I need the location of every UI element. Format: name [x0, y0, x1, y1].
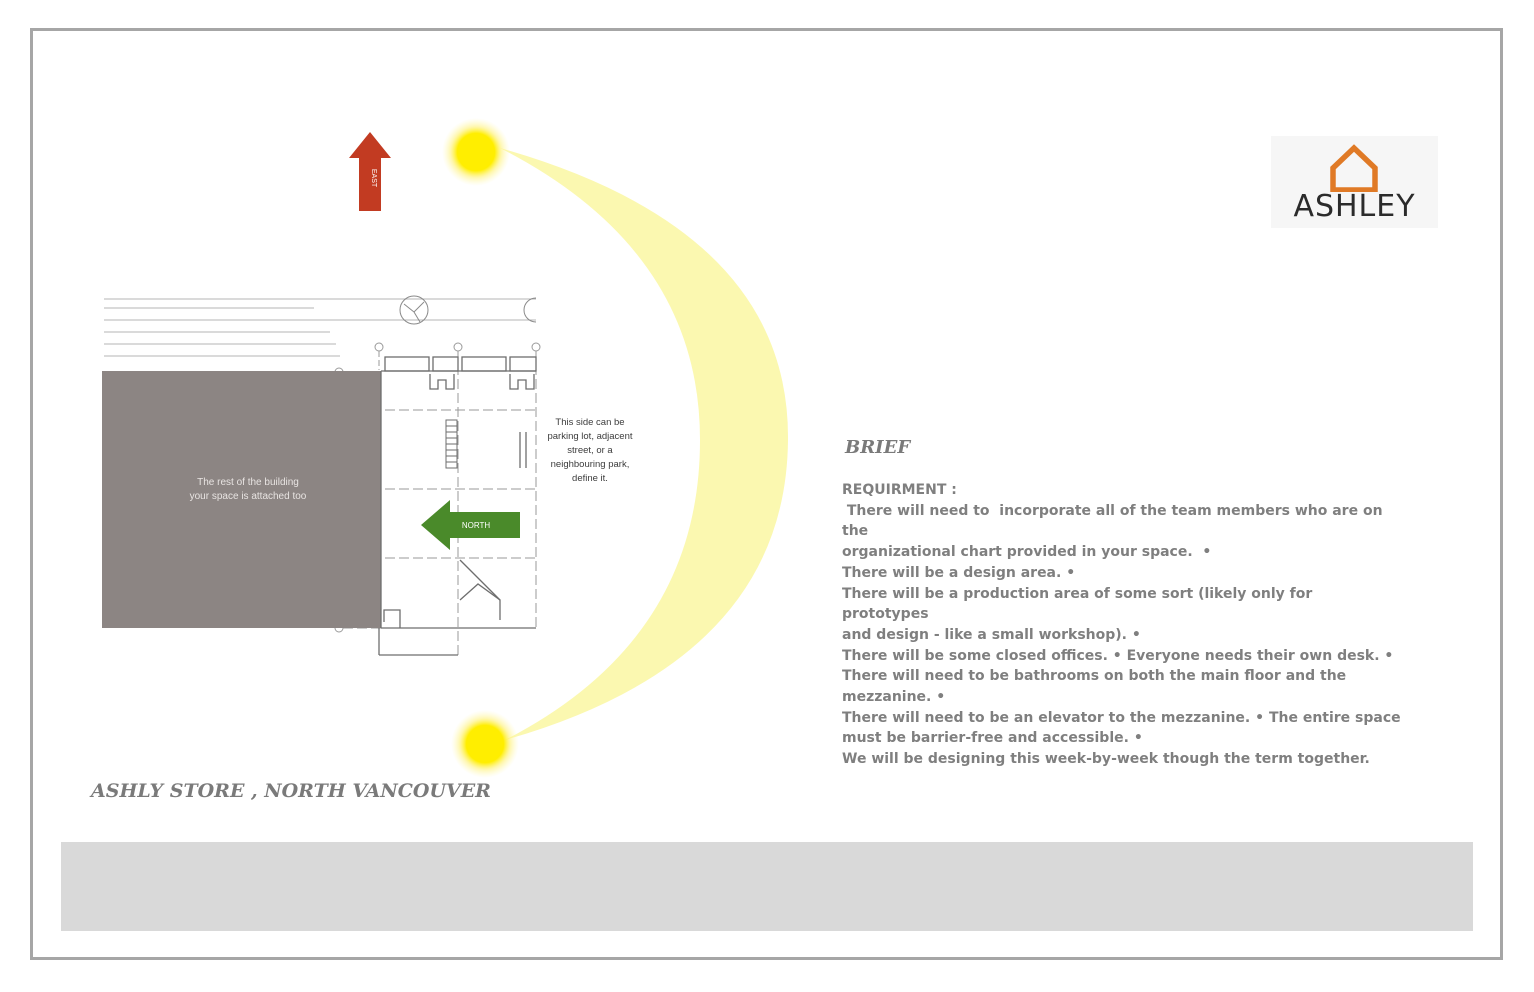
house-outline-icon — [1271, 136, 1438, 192]
side-note — [547, 417, 632, 484]
building-note-line-2: your space is attached too — [189, 491, 307, 502]
stair — [446, 420, 457, 468]
brief-title: BRIEF — [845, 437, 911, 458]
north-arrow — [421, 500, 520, 550]
sun-bottom-icon — [451, 710, 519, 778]
side-note-line-3: street, or a — [567, 445, 613, 456]
side-note-line-1: This side can be — [555, 417, 625, 428]
north-arrow-label: NORTH — [461, 521, 491, 530]
store-title: ASHLY STORE , NORTH VANCOUVER — [91, 780, 491, 802]
side-note-line-5: define it. — [572, 473, 608, 484]
east-arrow — [349, 132, 391, 211]
brief-body: REQUIRMENT : There will need to incorporate all of the team members who are on the organizational chart provided in your space. • There will be a design area. • There will be a production area of some sort (likely only for prototypes and design - like a small workshop). • There will be some closed offices. • Everyone needs their own desk. • There will need to be bathrooms on both the main floor and the mezzanine. • There will need to be an elevator to the mezzanine. • The entire space must be barrier-free and accessible. • We will be designing this week-by-week though the term together. — [842, 482, 1401, 768]
brief-section — [842, 437, 1402, 770]
side-note-line-4: neighbouring park, — [550, 459, 630, 470]
ashley-logo — [1271, 136, 1438, 228]
side-note-line-2: parking lot, adjacent — [547, 431, 633, 442]
sun-path — [500, 148, 788, 740]
east-arrow-label: EAST — [370, 168, 377, 188]
street-lines — [104, 296, 536, 356]
logo-wordmark: ASHLEY — [1293, 189, 1416, 224]
building-note-line-1: The rest of the building — [197, 477, 299, 488]
sun-top-icon — [442, 118, 510, 186]
